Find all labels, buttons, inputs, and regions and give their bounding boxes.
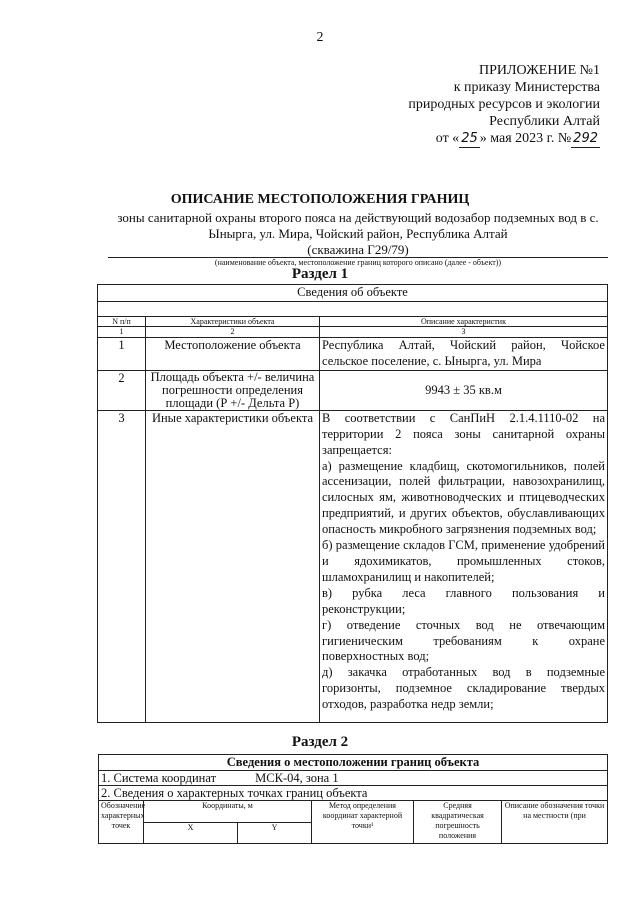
order-number-handwritten: 292 [573, 131, 598, 146]
section2-title: Раздел 2 [291, 734, 349, 750]
appendix-line: Республики Алтай [489, 114, 600, 129]
header-cell: Характеристики объекта [146, 317, 320, 327]
table-row [98, 370, 608, 410]
subtitle-line: зоны санитарной охраны второго пояса на действующий водозабор подземных вод в с. [117, 210, 599, 225]
header-cell-x: X [144, 822, 238, 844]
header-cell: Средняя квадратическая погрешность положения [414, 801, 502, 844]
subtitle-line: (скважина Г29/79) [307, 242, 409, 257]
table-row [98, 338, 608, 371]
column-number: 2 [146, 327, 320, 338]
row-number: 3 [98, 410, 146, 722]
object-info-table [97, 284, 608, 723]
appendix-title: ПРИЛОЖЕНИЕ №1 [479, 63, 600, 78]
description-paragraph: д) закачка отработанных вод в подземные горизонты, подземное складирование твердых отходов, разработка недр земли; [322, 665, 605, 712]
page-number: 2 [316, 30, 324, 45]
points-label: 2. Сведения о характерных точках границ объекта [99, 786, 608, 801]
table-spacer [98, 302, 608, 317]
document-title: ОПИСАНИЕ МЕСТОПОЛОЖЕНИЯ ГРАНИЦ [170, 192, 470, 207]
appendix-line: к приказу Министерства [453, 80, 600, 95]
row-characteristic: Иные характеристики объекта [146, 410, 320, 722]
boundary-table [98, 754, 608, 844]
row-characteristic: Местоположение объекта [146, 338, 320, 371]
object-caption: (наименование объекта, местоположение границ которого описано (далее - объект)) [214, 258, 502, 267]
date-day-handwritten: 25 [461, 131, 478, 146]
date-middle: » мая 2023 г. № [479, 131, 572, 146]
date-prefix: от « [435, 131, 460, 146]
subtitle-line: Ыныргa, ул. Мира, Чойский район, Республика Алтай [208, 226, 508, 241]
document-subtitle [108, 210, 608, 258]
appendix-date-line [408, 130, 600, 148]
description-paragraph: В соответствии с СанПиН 2.1.4.1110-02 на территории 2 пояса зоны санитарной охраны запрещается: [322, 410, 605, 457]
section1-title: Раздел 1 [291, 266, 349, 282]
column-number: 1 [98, 327, 146, 338]
row-number: 2 [98, 370, 146, 410]
header-cell: Обозначение характерных точек [99, 801, 144, 844]
description-paragraph: а) размещение кладбищ, скотомогильников, полей ассенизации, полей фильтрации, навозохранилищ, силосных ям, животноводческих и птицеводческих предприятий, и других объектов, обуславливающих опасность микробного загрязнения подземных вод; [322, 458, 605, 537]
header-cell: Координаты, м [144, 801, 312, 823]
description-paragraph: г) отведение сточных вод не отвечающим гигиеническим требованиям к охране поверхностных вод; [322, 617, 605, 664]
header-cell: Описание характеристик [320, 317, 608, 327]
row-number: 1 [98, 338, 146, 371]
appendix-line: природных ресурсов и экологии [408, 97, 600, 112]
table-row [98, 410, 608, 722]
description-paragraph: б) размещение складов ГСМ, применение удобрений и ядохимикатов, промышленных стоков, шламохранилищ и накопителей; [322, 538, 605, 584]
header-cell: N п/п [98, 317, 146, 327]
coord-system-value: МСК-04, зона 1 [255, 771, 339, 785]
header-cell: Описание обозначения точки на местности (при [502, 801, 608, 844]
description-paragraph: в) рубка леса главного пользования и реконструкции; [322, 585, 605, 616]
coord-system-row [99, 771, 608, 786]
appendix-block [408, 62, 600, 148]
column-number: 3 [320, 327, 608, 338]
table-caption: Сведения об объекте [98, 285, 608, 302]
header-cell-y: Y [238, 822, 312, 844]
header-cell: Метод определения координат характерной точки¹ [312, 801, 414, 844]
row-description [320, 410, 608, 722]
row-characteristic: Площадь объекта +/- величина погрешности определения площади (Р +/- Дельта Р) [146, 370, 320, 410]
coord-system-label: 1. Система координат [101, 771, 217, 785]
row-description: Республика Алтай, Чойский район, Чойское сельское поселение, с. Ыныргa, ул. Мира [320, 338, 608, 371]
table-caption: Сведения о местоположении границ объекта [99, 755, 608, 771]
row-description: 9943 ± 35 кв.м [320, 370, 608, 410]
